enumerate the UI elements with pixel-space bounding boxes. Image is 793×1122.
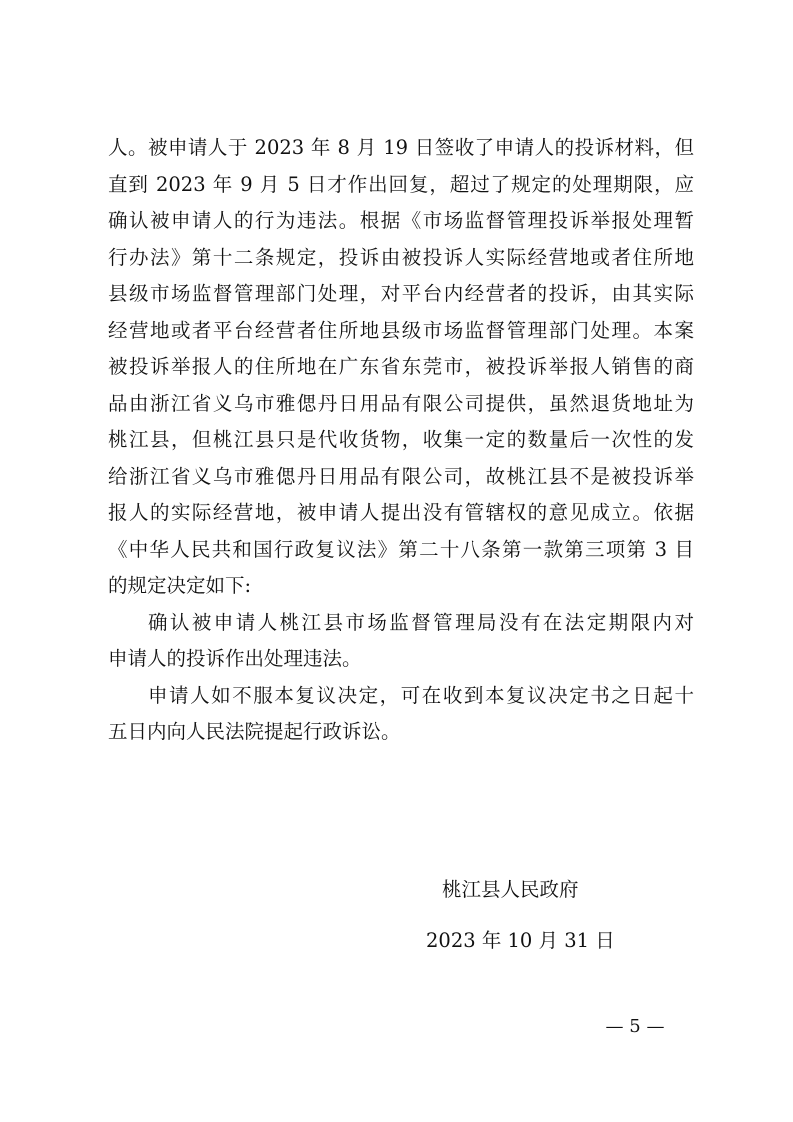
text-line: 经营地或者平台经营者住所地县级市场监督管理部门处理。本案 xyxy=(108,318,694,342)
text-line: 被投诉举报人的住所地在广东省东莞市，被投诉举报人销售的商 xyxy=(108,355,694,378)
text-line: 桃江县，但桃江县只是代收货物，收集一定的数量后一次性的发 xyxy=(108,428,694,451)
text-line: 申请人的投诉作出处理违法。 xyxy=(108,647,362,670)
text-line: 确认被申请人的行为违法。根据《市场监督管理投诉举报处理暂 xyxy=(108,209,694,232)
issue-date: 2023 年 10 月 31 日 xyxy=(426,929,615,952)
issuing-organization: 桃江县人民政府 xyxy=(442,878,579,901)
text-line: 的规定决定如下: xyxy=(108,574,252,597)
text-line: 《中华人民共和国行政复议法》第二十八条第一款第三项第 3 目 xyxy=(108,537,694,561)
page-number: — 5 — xyxy=(605,1016,665,1037)
paragraph-2 xyxy=(108,605,694,678)
text-line: 品由浙江省义乌市雅偲丹日用品有限公司提供，虽然退货地址为 xyxy=(108,391,694,415)
text-line: 直到 2023 年 9 月 5 日才作出回复，超过了规定的处理期限，应 xyxy=(108,172,694,196)
paragraph-3 xyxy=(108,678,694,751)
document-body xyxy=(108,130,694,751)
text-line: 申请人如不服本复议决定，可在收到本复议决定书之日起十 xyxy=(148,683,694,707)
text-line: 行办法》第十二条规定，投诉由被投诉人实际经营地或者住所地 xyxy=(108,245,694,269)
text-line: 人。被申请人于 2023 年 8 月 19 日签收了申请人的投诉材料，但 xyxy=(108,136,694,159)
paragraph-1 xyxy=(108,130,694,605)
text-line: 县级市场监督管理部门处理，对平台内经营者的投诉，由其实际 xyxy=(108,282,694,305)
text-line: 确认被申请人桃江县市场监督管理局没有在法定期限内对 xyxy=(148,610,694,634)
text-line: 五日内向人民法院提起行政诉讼。 xyxy=(108,720,401,743)
text-line: 报人的实际经营地，被申请人提出没有管辖权的意见成立。依据 xyxy=(108,501,694,524)
text-line: 给浙江省义乌市雅偲丹日用品有限公司，故桃江县不是被投诉举 xyxy=(108,464,694,488)
